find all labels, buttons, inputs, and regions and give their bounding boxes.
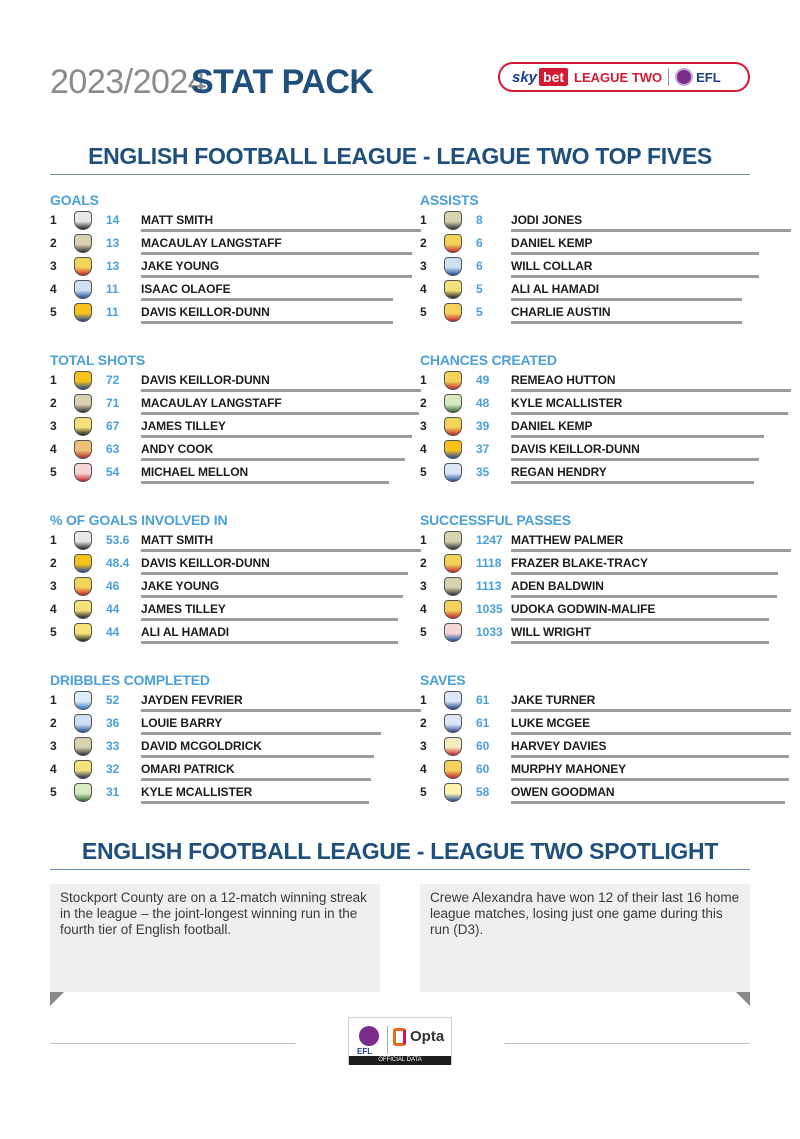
stat-bar: [141, 549, 421, 552]
category-title: GOALS: [50, 192, 99, 208]
stat-bar: [141, 778, 371, 781]
rank-number: 1: [50, 533, 57, 547]
rank-number: 4: [420, 282, 427, 296]
club-crest-icon: [74, 234, 92, 253]
efl-opta-badge: [348, 1017, 452, 1065]
leaderboard-row: [420, 599, 750, 622]
brand-bet-text: bet: [539, 68, 568, 86]
rank-number: 1: [50, 213, 57, 227]
stat-value: 54: [106, 465, 120, 479]
player-name: WILL COLLAR: [511, 259, 593, 273]
category-title: CHANCES CREATED: [420, 352, 557, 368]
club-crest-icon: [444, 623, 462, 642]
rank-number: 4: [50, 602, 57, 616]
club-crest-icon: [74, 211, 92, 230]
club-crest-icon: [74, 417, 92, 436]
rank-number: 1: [420, 213, 427, 227]
player-name: CHARLIE AUSTIN: [511, 305, 611, 319]
rank-number: 5: [420, 785, 427, 799]
player-name: DAVIS KEILLOR-DUNN: [511, 442, 640, 456]
stat-value: 35: [476, 465, 490, 479]
stat-bar: [511, 709, 791, 712]
footer-efl-text: EFL: [357, 1047, 373, 1056]
player-name: MICHAEL MELLON: [141, 465, 249, 479]
player-name: DAVIS KEILLOR-DUNN: [141, 556, 270, 570]
rank-number: 1: [50, 693, 57, 707]
player-name: JODI JONES: [511, 213, 583, 227]
stat-value: 1033: [476, 625, 503, 639]
official-data-label: OFFICIAL DATA: [349, 1056, 451, 1065]
leaderboard-row: [420, 462, 750, 485]
footer-divider: [387, 1026, 388, 1054]
player-name: JAYDEN FEVRIER: [141, 693, 243, 707]
club-crest-icon: [444, 554, 462, 573]
rank-number: 3: [50, 419, 57, 433]
club-crest-icon: [444, 714, 462, 733]
leaderboard-row: [420, 576, 750, 599]
club-crest-icon: [444, 417, 462, 436]
player-name: JAKE YOUNG: [141, 579, 220, 593]
stat-bar: [511, 275, 759, 278]
club-crest-icon: [444, 394, 462, 413]
stat-value: 44: [106, 625, 120, 639]
club-crest-icon: [74, 623, 92, 642]
rank-number: 2: [420, 236, 427, 250]
stat-value: 5: [476, 305, 483, 319]
rank-number: 5: [50, 465, 57, 479]
player-name: JAKE YOUNG: [141, 259, 220, 273]
stat-value: 6: [476, 259, 483, 273]
leaderboard-row: [420, 530, 750, 553]
player-name: KYLE MCALLISTER: [511, 396, 623, 410]
rank-number: 5: [420, 625, 427, 639]
stat-bar: [141, 595, 403, 598]
leaderboard-row: [50, 393, 380, 416]
stat-value: 13: [106, 236, 120, 250]
player-name: DANIEL KEMP: [511, 419, 593, 433]
player-name: DAVIS KEILLOR-DUNN: [141, 305, 270, 319]
stat-value: 36: [106, 716, 120, 730]
rank-number: 2: [420, 556, 427, 570]
club-crest-icon: [74, 600, 92, 619]
leaderboard-row: [50, 622, 380, 645]
page-title: STAT PACK: [191, 63, 374, 101]
footer-opta-text: Opta: [410, 1028, 445, 1045]
stat-bar: [511, 229, 791, 232]
stat-value: 11: [106, 305, 119, 319]
leaderboard-row: [50, 279, 380, 302]
stat-bar: [141, 801, 369, 804]
stat-bar: [141, 252, 412, 255]
stat-value: 48.4: [106, 556, 130, 570]
leaderboard-row: [420, 439, 750, 462]
stat-value: 61: [476, 693, 490, 707]
stat-value: 33: [106, 739, 120, 753]
player-name: OMARI PATRICK: [141, 762, 235, 776]
stat-bar: [141, 412, 419, 415]
rank-number: 2: [420, 396, 427, 410]
club-crest-icon: [444, 577, 462, 596]
leaderboard-row: [420, 759, 750, 782]
leaderboard-row: [50, 233, 380, 256]
stat-value: 71: [106, 396, 120, 410]
leaderboard-row: [50, 416, 380, 439]
stat-bar: [511, 641, 769, 644]
stat-bar: [511, 549, 791, 552]
category-title: SAVES: [420, 672, 466, 688]
category-title: ASSISTS: [420, 192, 479, 208]
player-name: ANDY COOK: [141, 442, 214, 456]
leaderboard-row: [50, 210, 380, 233]
stat-value: 8: [476, 213, 483, 227]
stat-bar: [511, 778, 789, 781]
stat-bar: [511, 618, 769, 621]
club-crest-icon: [74, 691, 92, 710]
opta-logo-icon: [393, 1028, 406, 1046]
leaderboard-row: [420, 279, 750, 302]
player-name: HARVEY DAVIES: [511, 739, 607, 753]
player-name: MATT SMITH: [141, 213, 214, 227]
player-name: UDOKA GODWIN-MALIFE: [511, 602, 656, 616]
leaderboard-row: [420, 416, 750, 439]
stat-bar: [511, 572, 778, 575]
stat-value: 48: [476, 396, 490, 410]
stat-bar: [511, 481, 754, 484]
efl-logo-icon: [675, 68, 693, 86]
club-crest-icon: [444, 737, 462, 756]
club-crest-icon: [444, 257, 462, 276]
stat-bar: [141, 275, 412, 278]
stat-value: 11: [106, 282, 119, 296]
stat-bar: [511, 412, 788, 415]
stat-bar: [141, 572, 408, 575]
stat-bar: [511, 252, 759, 255]
stat-bar: [511, 458, 759, 461]
rank-number: 2: [50, 556, 57, 570]
player-name: WILL WRIGHT: [511, 625, 591, 639]
player-name: DANIEL KEMP: [511, 236, 593, 250]
rank-number: 3: [50, 259, 57, 273]
leaderboard-row: [420, 690, 750, 713]
brand-sky-text: sky: [512, 68, 538, 86]
player-name: JAMES TILLEY: [141, 419, 226, 433]
category-successful-passes: [420, 510, 750, 645]
leaderboard-row: [50, 256, 380, 279]
player-name: OWEN GOODMAN: [511, 785, 615, 799]
leaderboard-row: [420, 736, 750, 759]
speech-corner-right: [736, 992, 750, 1006]
spotlight-rule: [50, 869, 750, 870]
club-crest-icon: [74, 371, 92, 390]
rank-number: 2: [50, 716, 57, 730]
rank-number: 5: [50, 305, 57, 319]
rank-number: 3: [50, 579, 57, 593]
club-crest-icon: [74, 737, 92, 756]
leaderboard-row: [50, 370, 380, 393]
rank-number: 1: [420, 373, 427, 387]
category-title: TOTAL SHOTS: [50, 352, 146, 368]
leaderboard-row: [420, 256, 750, 279]
club-crest-icon: [74, 463, 92, 482]
footer-rule-left: [50, 1043, 295, 1044]
top-fives-rule: [50, 174, 750, 175]
player-name: MATT SMITH: [141, 533, 214, 547]
rank-number: 1: [50, 373, 57, 387]
spotlight-text: Crewe Alexandra have won 12 of their last 16 home league matches, losing just one game during this run (D3).: [430, 890, 740, 937]
category-saves: [420, 670, 750, 805]
rank-number: 5: [50, 785, 57, 799]
speech-corner-left: [50, 992, 64, 1006]
player-name: ADEN BALDWIN: [511, 579, 604, 593]
spotlight-card-left: [50, 884, 380, 992]
stat-bar: [141, 481, 389, 484]
leaderboard-row: [50, 302, 380, 325]
leaderboard-row: [50, 782, 380, 805]
leaderboard-row: [420, 370, 750, 393]
category-dribbles-completed: [50, 670, 380, 805]
rank-number: 3: [420, 739, 427, 753]
player-name: MACAULAY LANGSTAFF: [141, 236, 282, 250]
stat-bar: [511, 801, 785, 804]
leaderboard-row: [50, 553, 380, 576]
leaderboard-row: [420, 233, 750, 256]
top-fives-heading: ENGLISH FOOTBALL LEAGUE - LEAGUE TWO TOP FIVES: [88, 143, 712, 169]
stat-bar: [141, 732, 381, 735]
player-name: JAMES TILLEY: [141, 602, 226, 616]
stat-bar: [511, 389, 791, 392]
stat-bar: [141, 458, 405, 461]
stat-bar: [511, 755, 789, 758]
stat-value: 14: [106, 213, 120, 227]
leaderboard-row: [420, 210, 750, 233]
club-crest-icon: [74, 440, 92, 459]
club-crest-icon: [74, 394, 92, 413]
brand-league-text: LEAGUE TWO: [574, 69, 663, 85]
stat-value: 60: [476, 762, 490, 776]
category-assists: [420, 190, 750, 325]
leaderboard-row: [420, 782, 750, 805]
stat-value: 5: [476, 282, 483, 296]
player-name: KYLE MCALLISTER: [141, 785, 253, 799]
stat-value: 6: [476, 236, 483, 250]
club-crest-icon: [444, 211, 462, 230]
stat-bar: [141, 435, 412, 438]
rank-number: 2: [50, 396, 57, 410]
category-title: SUCCESSFUL PASSES: [420, 512, 571, 528]
footer-rule-right: [505, 1043, 750, 1044]
rank-number: 4: [420, 442, 427, 456]
stat-bar: [511, 435, 764, 438]
stat-bar: [511, 732, 791, 735]
stat-value: 1035: [476, 602, 503, 616]
club-crest-icon: [74, 577, 92, 596]
stat-value: 13: [106, 259, 120, 273]
stat-bar: [141, 641, 398, 644]
club-crest-icon: [444, 531, 462, 550]
rank-number: 4: [50, 762, 57, 776]
spotlight-card-right: [420, 884, 750, 992]
stat-value: 1247: [476, 533, 503, 547]
rank-number: 2: [420, 716, 427, 730]
leaderboard-row: [50, 759, 380, 782]
club-crest-icon: [74, 783, 92, 802]
club-crest-icon: [74, 303, 92, 322]
leaderboard-row: [50, 530, 380, 553]
stat-value: 60: [476, 739, 490, 753]
category-of-goals-involved-in: [50, 510, 380, 645]
stat-value: 32: [106, 762, 120, 776]
brand-efl-text: EFL: [696, 69, 721, 85]
leaderboard-row: [50, 736, 380, 759]
rank-number: 1: [420, 693, 427, 707]
club-crest-icon: [74, 760, 92, 779]
stat-value: 67: [106, 419, 120, 433]
club-crest-icon: [444, 691, 462, 710]
player-name: REMEAO HUTTON: [511, 373, 616, 387]
stat-value: 58: [476, 785, 490, 799]
rank-number: 3: [420, 579, 427, 593]
club-crest-icon: [444, 463, 462, 482]
category-goals: [50, 190, 380, 325]
club-crest-icon: [74, 257, 92, 276]
rank-number: 4: [50, 282, 57, 296]
stat-bar: [141, 755, 374, 758]
brand-divider: [668, 68, 669, 86]
leaderboard-row: [50, 599, 380, 622]
stat-value: 1118: [476, 556, 502, 570]
stat-bar: [141, 298, 393, 301]
player-name: MURPHY MAHONEY: [511, 762, 627, 776]
rank-number: 3: [420, 419, 427, 433]
leaderboard-row: [420, 393, 750, 416]
rank-number: 4: [420, 602, 427, 616]
player-name: LOUIE BARRY: [141, 716, 223, 730]
stat-bar: [511, 298, 742, 301]
stat-value: 49: [476, 373, 490, 387]
leaderboard-row: [50, 576, 380, 599]
season-label: 2023/2024: [50, 63, 207, 101]
leaderboard-row: [50, 713, 380, 736]
club-crest-icon: [444, 371, 462, 390]
rank-number: 3: [420, 259, 427, 273]
stat-bar: [141, 321, 393, 324]
club-crest-icon: [444, 303, 462, 322]
stat-bar: [141, 389, 421, 392]
club-crest-icon: [74, 531, 92, 550]
stat-value: 44: [106, 602, 120, 616]
player-name: REGAN HENDRY: [511, 465, 607, 479]
stat-value: 46: [106, 579, 120, 593]
rank-number: 5: [50, 625, 57, 639]
leaderboard-row: [420, 622, 750, 645]
category-total-shots: [50, 350, 380, 485]
leaderboard-row: [50, 462, 380, 485]
efl-logo-icon: [359, 1026, 379, 1046]
spotlight-text: Stockport County are on a 12-match winning streak in the league – the joint-longest winning run in the fourth tier of English football.: [60, 890, 367, 937]
stat-value: 61: [476, 716, 490, 730]
player-name: ALI AL HAMADI: [141, 625, 230, 639]
category-chances-created: [420, 350, 750, 485]
club-crest-icon: [74, 714, 92, 733]
rank-number: 3: [50, 739, 57, 753]
stat-value: 53.6: [106, 533, 130, 547]
rank-number: 1: [420, 533, 427, 547]
club-crest-icon: [444, 280, 462, 299]
stat-value: 52: [106, 693, 120, 707]
player-name: MATTHEW PALMER: [511, 533, 624, 547]
leaderboard-row: [420, 713, 750, 736]
player-name: ALI AL HAMADI: [511, 282, 600, 296]
stat-bar: [141, 618, 398, 621]
stat-value: 72: [106, 373, 120, 387]
club-crest-icon: [444, 600, 462, 619]
rank-number: 2: [50, 236, 57, 250]
stat-value: 1113: [476, 579, 502, 593]
player-name: DAVID MCGOLDRICK: [141, 739, 262, 753]
leaderboard-row: [420, 302, 750, 325]
club-crest-icon: [74, 554, 92, 573]
category-title: DRIBBLES COMPLETED: [50, 672, 210, 688]
player-name: ISAAC OLAOFE: [141, 282, 231, 296]
club-crest-icon: [444, 760, 462, 779]
stat-value: 31: [106, 785, 120, 799]
player-name: DAVIS KEILLOR-DUNN: [141, 373, 270, 387]
stat-bar: [141, 709, 421, 712]
player-name: JAKE TURNER: [511, 693, 596, 707]
player-name: LUKE MCGEE: [511, 716, 591, 730]
spotlight-heading: ENGLISH FOOTBALL LEAGUE - LEAGUE TWO SPOTLIGHT: [81, 838, 719, 864]
stat-bar: [141, 229, 421, 232]
stat-value: 37: [476, 442, 490, 456]
club-crest-icon: [444, 440, 462, 459]
stat-value: 63: [106, 442, 120, 456]
rank-number: 4: [420, 762, 427, 776]
stat-bar: [511, 595, 777, 598]
club-crest-icon: [444, 234, 462, 253]
rank-number: 4: [50, 442, 57, 456]
rank-number: 5: [420, 465, 427, 479]
page-header: [50, 62, 750, 112]
skybet-league-two-logo: [498, 62, 750, 92]
club-crest-icon: [74, 280, 92, 299]
leaderboard-row: [50, 439, 380, 462]
club-crest-icon: [444, 783, 462, 802]
player-name: MACAULAY LANGSTAFF: [141, 396, 282, 410]
stat-bar: [511, 321, 742, 324]
leaderboard-row: [420, 553, 750, 576]
rank-number: 5: [420, 305, 427, 319]
stat-value: 39: [476, 419, 490, 433]
player-name: FRAZER BLAKE-TRACY: [511, 556, 648, 570]
leaderboard-row: [50, 690, 380, 713]
category-title: % OF GOALS INVOLVED IN: [50, 512, 228, 528]
